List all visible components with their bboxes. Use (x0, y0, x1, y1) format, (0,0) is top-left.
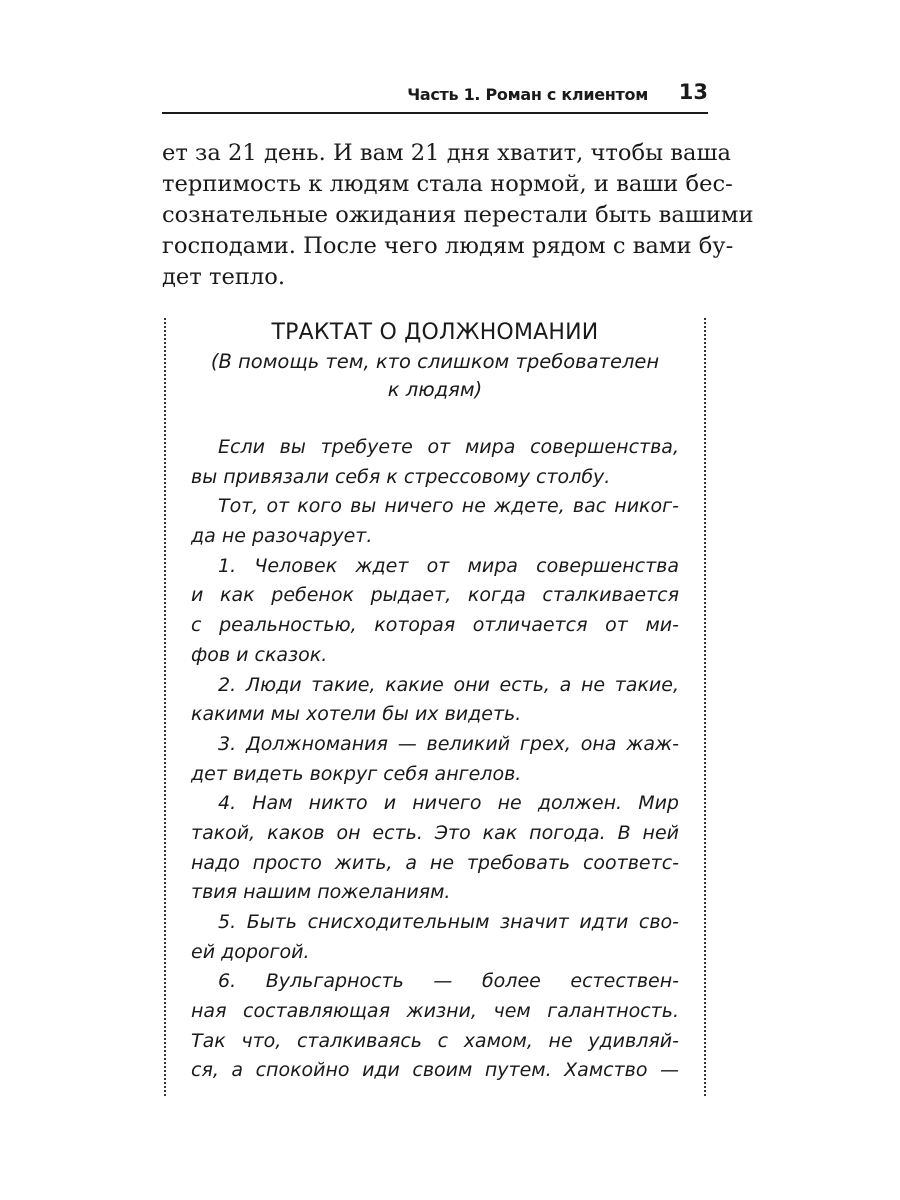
treatise-line: такой, каков он есть. Это как погода. В ней (191, 821, 679, 844)
treatise-line: 2. Люди такие, какие они есть, а не такие, (218, 673, 679, 696)
treatise-line: какими мы хотели бы их видеть. (191, 703, 522, 726)
box-right-dotted-rule (704, 318, 706, 1096)
treatise-line: вы привязали себя к стрессовому столбу. (191, 465, 611, 488)
treatise-line: Так что, сталкиваясь с хамом, не удивляй- (191, 1029, 679, 1052)
treatise-line: Тот, от кого вы ничего не ждете, вас никог- (218, 495, 679, 518)
treatise-line: 5. Быть снисходительным значит идти сво- (218, 911, 679, 933)
running-title: Часть 1. Роман с клиентом (407, 85, 648, 104)
treatise-line: дет видеть вокруг себя ангелов. (191, 762, 522, 785)
treatise-title: ТРАКТАТ О ДОЛЖНОМАНИИ (271, 320, 599, 345)
treatise-line: твия нашим пожеланиям. (191, 881, 451, 904)
treatise-line: Если вы требуете от мира совершенства, (218, 436, 679, 458)
body-line: сознательные ожидания перестали быть вашими (162, 202, 754, 228)
treatise-subtitle (190, 348, 680, 404)
treatise-line: ная составляющая жизни, чем галантность. (191, 1000, 679, 1023)
treatise-line: ся, а спокойно иди своим путем. Хамство — (191, 1059, 679, 1082)
treatise-subtitle-line: к людям) (387, 378, 483, 401)
box-left-dotted-rule (164, 318, 166, 1096)
treatise-line: 3. Должномания — великий грех, она жаж- (218, 732, 679, 755)
treatise-line: 4. Нам никто и ничего не должен. Мир (218, 792, 679, 815)
running-header (162, 80, 708, 114)
treatise-line: с реальностью, которая отличается от ми- (191, 614, 679, 637)
treatise-line: да не разочарует. (191, 525, 373, 548)
treatise-line: надо просто жить, а не требовать соответс- (191, 851, 679, 874)
treatise-body (191, 433, 679, 1086)
treatise-line: фов и сказок. (191, 643, 328, 666)
treatise-line: 6. Вульгарность — более естествен- (218, 970, 679, 993)
body-line: господами. После чего людям рядом с вами бу- (162, 233, 734, 259)
body-line: ет за 21 день. И вам 21 дня хватит, чтобы ваша (162, 140, 731, 166)
body-paragraph (162, 138, 754, 293)
body-line: дет тепло. (162, 264, 286, 290)
page-number: 13 (678, 80, 708, 104)
treatise-line: ей дорогой. (191, 940, 310, 963)
body-line: терпимость к людям стала нормой, и ваши бес- (162, 171, 733, 197)
treatise-line: и как ребенок рыдает, когда сталкивается (191, 584, 679, 607)
treatise-subtitle-line: (В помощь тем, кто слишком требователен (210, 350, 660, 373)
treatise-line: 1. Человек ждет от мира совершенства (218, 554, 679, 577)
